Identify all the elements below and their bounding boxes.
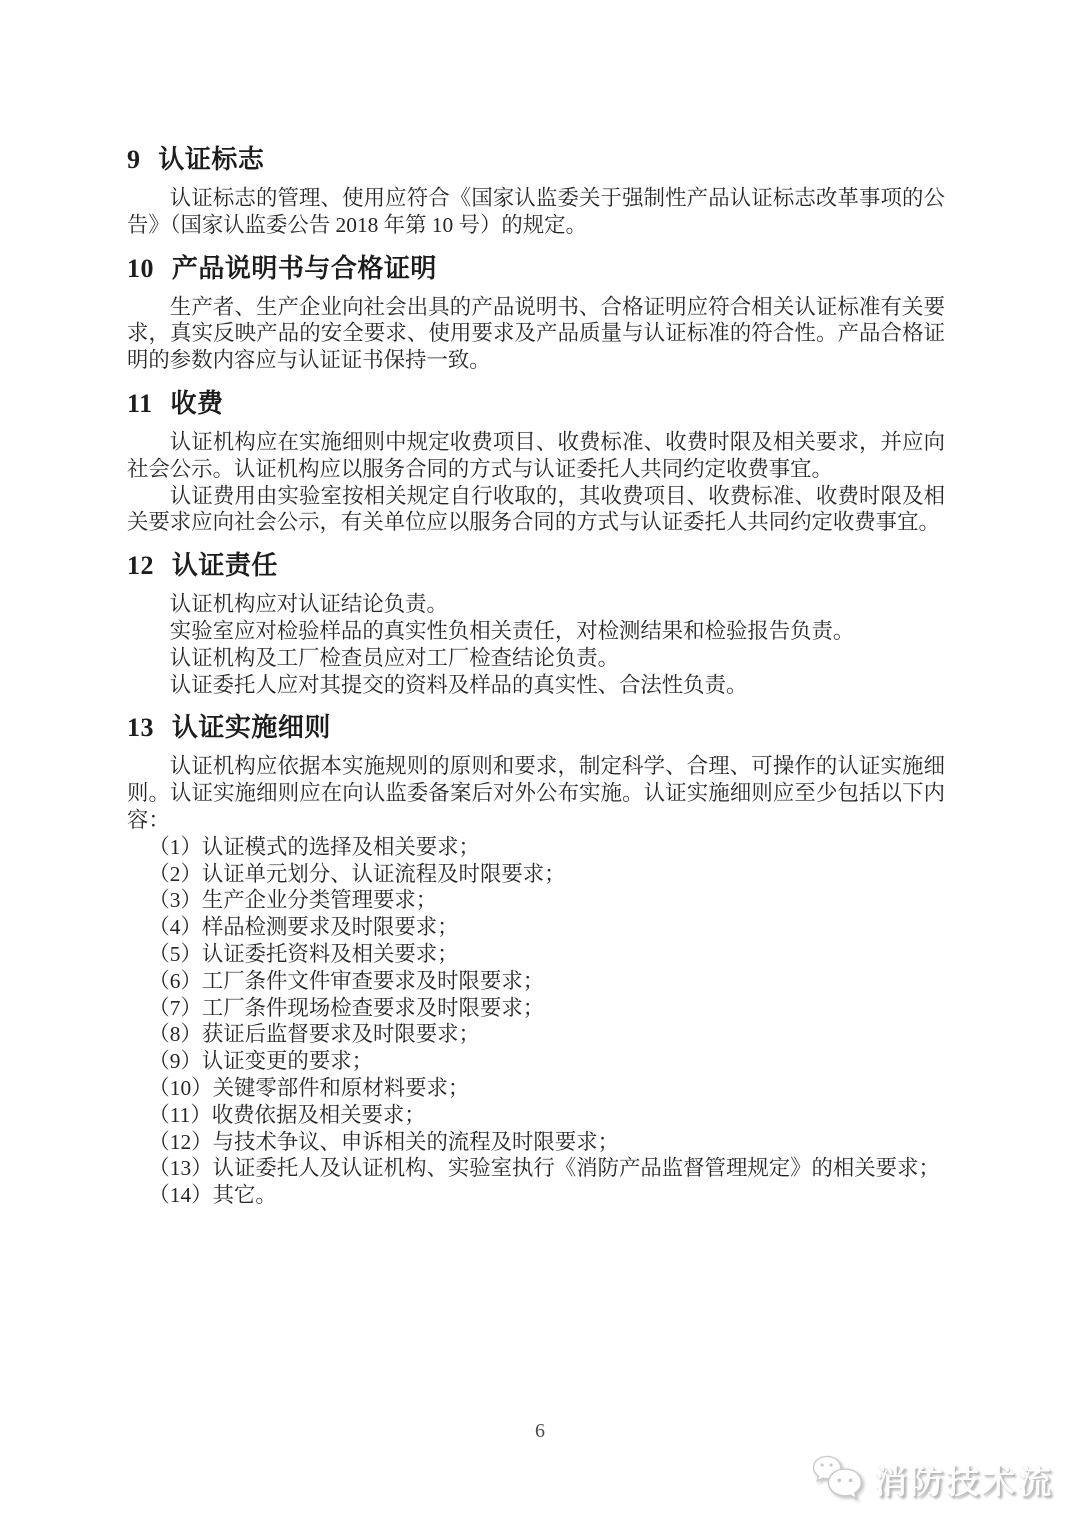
paragraph: 认证标志的管理、使用应符合《国家认监委关于强制性产品认证标志改革事项的公告》（国家认监委公告 2018 年第 10 号）的规定。 [127,186,945,237]
list-item: （5）认证委托资料及相关要求； [148,941,459,966]
section-10-product-manual [127,252,945,374]
list-item: （13）认证委托人及认证机构、实验室执行《消防产品监督管理规定》的相关要求； [148,1156,940,1181]
list-item: （7）工厂条件现场检查要求及时限要求； [148,995,545,1020]
list-item: （8）获证后监督要求及时限要求； [148,1022,480,1047]
section-number: 13 [127,713,154,743]
section-11-fees [127,387,945,536]
list-item: （2）认证单元划分、认证流程及时限要求； [148,861,566,886]
rule-list [127,834,945,1209]
paragraph: 实验室应对检验样品的真实性负相关责任，对检测结果和检验报告负责。 [169,618,855,643]
list-item: （14）其它。 [148,1183,277,1208]
list-item: （12）与技术争议、申诉相关的流程及时限要求； [148,1129,619,1154]
section-11-heading [127,387,945,421]
paragraph: 生产者、生产企业向社会出具的产品说明书、合格证明应符合相关认证标准有关要求，真实反映产品的安全要求、使用要求及产品质量与认证标准的符合性。产品合格证明的参数内容应与认证证书保持一致。 [127,294,945,373]
document-content [127,130,945,1209]
section-number: 9 [127,145,141,174]
list-item: （4）样品检测要求及时限要求； [148,915,459,940]
section-12-certification-responsibility [127,549,945,698]
section-title: 产品说明书与合格证明 [171,253,437,283]
section-title: 收费 [170,388,224,418]
paragraph: 认证机构应依据本实施规则的原则和要求，制定科学、合理、可操作的认证实施细则。认证实施细则应在向认监委备案后对外公布实施。认证实施细则应至少包括以下内容： [127,754,945,832]
section-10-heading [127,252,945,286]
list-item: （9）认证变更的要求； [148,1049,373,1074]
paragraph: 认证机构及工厂检查员应对工厂检查结论负责。 [169,645,620,670]
page-number: 6 [535,1420,545,1442]
paragraph: 认证委托人应对其提交的资料及样品的真实性、合法性负责。 [169,672,748,697]
section-9-heading [127,143,945,177]
list-item: （1）认证模式的选择及相关要求； [148,834,480,859]
section-number: 12 [127,551,154,581]
section-number: 11 [127,388,153,418]
list-item: （11）收费依据及相关要求； [148,1102,426,1127]
section-title: 认证标志 [158,145,265,174]
section-13-implementation-rules [127,711,945,1209]
list-item: （10）关键零部件和原材料要求； [148,1075,470,1100]
list-item: （6）工厂条件文件审查要求及时限要求； [148,968,545,993]
section-13-heading [127,711,945,745]
section-title: 认证实施细则 [171,713,331,743]
section-title: 认证责任 [171,551,278,581]
watermark-text: 消防技术流 [874,1462,1054,1500]
section-number: 10 [127,253,154,283]
watermark [808,1451,1054,1507]
paragraph: 认证费用由实验室按相关规定自行收取的，其收费项目、收费标准、收费时限及相关要求应向社会公示，有关单位应以服务合同的方式与认证委托人共同约定收费事宜。 [127,483,945,535]
paragraph: 认证机构应对认证结论负责。 [169,592,448,617]
section-12-heading [127,549,945,583]
wechat-icon [808,1451,866,1507]
paragraph: 认证机构应在实施细则中规定收费项目、收费标准、收费时限及相关要求，并应向社会公示。认证机构应以服务合同的方式与认证委托人共同约定收费事宜。 [127,429,945,481]
section-9-certification-mark [127,143,945,239]
list-item: （3）生产企业分类管理要求； [148,888,438,913]
